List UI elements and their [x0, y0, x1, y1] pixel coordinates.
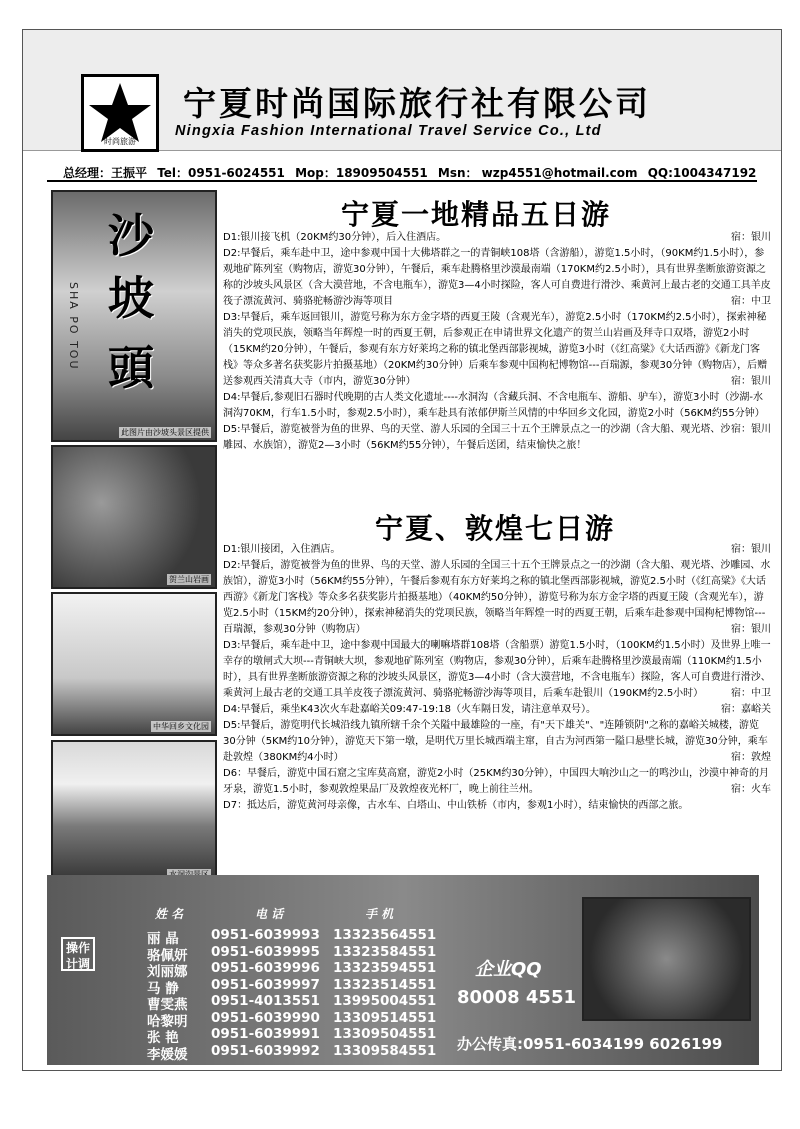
header-divider — [47, 180, 757, 182]
company-logo — [81, 74, 159, 152]
staff-mobile: 13995004551 — [333, 993, 437, 1009]
day-text: D2:早餐后，乘车赴中卫，途中参观中国十大佛塔群之一的青铜峡108塔（含游船），游览1.5小时，（90KM约1.5小时），参观地矿陈列室（购物店，游览30分钟），午餐后，乘车赴腾格里沙漠最南端（170KM约2.5小时），具有世界垄断旅游资源之称的沙坡头风景区（含大漠营地，不含电瓶车），游览3—4小时探险，客人可自费进行滑沙、乘黄河上最古老的交通工具羊皮筏子漂流黄河、骑骆驼畅游沙海等项目 — [223, 248, 771, 307]
staff-mobile: 13323514551 — [333, 976, 437, 993]
company-name-en: Ningxia Fashion International Travel Service Co., Ltd — [175, 123, 602, 139]
staff-tel: 0951-6039992 — [211, 1042, 320, 1059]
staff-tel: 0951-4013551 — [211, 993, 320, 1009]
operation-label: 操作计调 — [61, 937, 95, 971]
day-text: D7：抵达后，游览黄河母亲像，古水车、白塔山、中山铁桥（市内，参观1小时），结束愉快的西部之旅。 — [223, 800, 689, 811]
day-text: D3:早餐后，乘车返回银川，游览号称为东方金字塔的西夏王陵（含观光车），游览2.5小时（170KM约2.5小时），探索神秘消失的党项民族，领略当年辉煌一时的西夏王朝，后参观正在申请世界文化遗产的贺兰山岩画及拜寺口双塔，游览2小时（15KM约20分钟），午餐后，参观有东方好莱坞之称的镇北堡西部影视城，游览3小时（《红高粱》《大话西游》《新龙门客栈》等众多著名获奖影片拍摄基地）（20KM约30分钟）后乘车参观中国枸杞博物馆---百瑞源，参观30分钟（购物店），后赠送参观西关清真大寺（市内，游览30分钟） — [223, 312, 768, 387]
tour2-day — [223, 798, 771, 814]
day-text: D6：早餐后，游览中国石窟之宝库莫高窟，游览2小时（25KM约30分钟），中国四大响沙山之一的鸣沙山，沙漠中神奇的月牙泉，游览1.5小时，参观敦煌果品厂及敦煌夜光杯厂，晚上前往兰州。 — [223, 768, 770, 795]
header-tel: 电 话 — [255, 907, 284, 921]
day-text: D4:早餐后,参观旧石器时代晚期的古人类文化遗址----水洞沟（含藏兵洞、不含电瓶车、游船、驴车），游览3小时（沙湖-水洞沟70KM，行车1.5小时，参观2.5小时），乘车赴具有浓郁伊斯兰风情的中华回乡文化园，游览2小时（56KM约55分钟） — [223, 392, 765, 419]
tour2-day — [223, 718, 771, 766]
day-stay: 宿：银川 — [731, 624, 771, 635]
staff-mobile: 13309514551 — [333, 1009, 437, 1026]
photo-caption: 此图片由沙坡头景区提供 — [121, 428, 209, 437]
staff-mobile: 13323584551 — [333, 943, 437, 960]
company-name-cn: 宁夏时尚国际旅行社有限公司 — [183, 84, 651, 123]
tel: Tel：0951-6024551 — [157, 166, 285, 180]
tour1-day — [223, 422, 771, 454]
shuidonggou-photo — [51, 740, 217, 884]
day-stay: 宿：银川 — [731, 424, 771, 435]
shapotou-photo — [51, 190, 217, 442]
staff-mobile: 13323594551 — [333, 960, 437, 976]
day-text: D3:早餐后，乘车赴中卫，途中参观中国最大的喇嘛塔群108塔（含船票）游览1.5小时，（100KM约1.5小时）及世界上唯一幸存的墩闸式大坝---青铜峡大坝，参观地矿陈列室（购物店，参观30分钟），后乘车赴腾格里沙漠最南端（110KM约1.5小时），具有世界垄断旅游资源之称的沙坡头风景区，游览3—4小时（含大漠营地，不含电瓶车）探险，客人可自费进行滑沙、乘黄河上最古老的交通工具羊皮筏子漂流黄河、骑骆驼畅游沙海等项目，后乘车赴银川（190KM约2.5小时） — [223, 640, 771, 699]
rock-art-photo — [582, 897, 751, 1021]
staff-name: 张 艳 — [147, 1030, 179, 1046]
day-stay: 宿：嘉峪关 — [721, 704, 771, 715]
msn: Msn： wzp4551@hotmail.com — [437, 166, 638, 180]
staff-row — [147, 943, 457, 964]
manager: 总经理：王振平 — [63, 166, 148, 180]
photo-caption: 中华回乡文化园 — [153, 722, 209, 731]
staff-name: 马 静 — [147, 980, 179, 997]
day-stay: 宿：银川 — [731, 544, 771, 555]
day-text: D4:早餐后，乘坐K43次火车赴嘉峪关09:47-19:18（火车隔日发，请注意单双号）。 — [223, 704, 596, 715]
tour1-day — [223, 310, 771, 390]
staff-mobile: 13323564551 — [333, 927, 437, 943]
day-text: D5:早餐后，游览被誉为鱼的世界、鸟的天堂、游人乐园的全国三十五个王牌景点之一的沙湖（含大船、观光塔、沙雕园、水族馆），游览2—3小时（56KM约55分钟），午餐后送团，结束愉快之旅！ — [223, 424, 731, 451]
day-stay: 宿：中卫 — [731, 688, 771, 699]
tour2-day — [223, 542, 771, 558]
staff-row — [147, 1042, 457, 1063]
day-stay: 宿：银川 — [731, 232, 771, 243]
day-stay: 宿：银川 — [731, 376, 771, 387]
staff-mobile: 13309584551 — [333, 1042, 437, 1059]
day-stay: 宿：中卫 — [731, 296, 771, 307]
shapotou-pinyin: SHA PO TOU — [67, 282, 80, 371]
shapotou-char-2: 坡 — [108, 271, 154, 325]
day-text: D2:早餐后，游览被誉为鱼的世界、鸟的天堂、游人乐园的全国三十五个王牌景点之一的沙湖（含大船、观光塔、沙雕园、水族馆），游览3小时（56KM约55分钟），午餐后参观有东方好莱坞之称的镇北堡西部影视城，游览2.5小时（《红高粱》《大话西游》《新龙门客栈》等众多名获奖影片拍摄基地）（40KM约50分钟），游览号称为东方金字塔的西夏王陵（含观光车），游览2.5小时（15KM约20分钟），探索神秘消失的党项民族，领略当年辉煌一时的西夏王朝，后乘车赴参观中国枸杞博物馆---百瑞源，参观30分钟（购物店） — [223, 560, 771, 635]
staff-tel: 0951-6039996 — [211, 960, 320, 976]
tour2-title: 宁夏、敦煌七日游 — [375, 512, 616, 545]
tour2-day — [223, 702, 771, 718]
helanshan-photo — [51, 445, 217, 589]
staff-name: 丽 晶 — [147, 931, 179, 947]
staff-tel: 0951-6039991 — [211, 1026, 320, 1042]
tour1-day — [223, 390, 771, 435]
day-text: D1:银川接团，入住酒店。 — [223, 544, 341, 555]
hui-culture-park-photo — [51, 592, 217, 736]
staff-row — [147, 960, 457, 980]
office-fax: 办公传真:0951-6034199 6026199 — [457, 1035, 723, 1053]
staff-row — [147, 976, 457, 997]
qq: QQ:1004347192 — [647, 166, 757, 180]
tour2-day — [223, 766, 771, 798]
tour1-day — [223, 246, 771, 310]
day-text: D1:银川接飞机（20KM约30分钟），后入住酒店。 — [223, 232, 447, 243]
staff-mobile: 13309504551 — [333, 1026, 437, 1042]
staff-tel: 0951-6039995 — [211, 943, 320, 960]
tour2-itinerary — [223, 542, 771, 814]
staff-row — [147, 1026, 457, 1046]
staff-row — [147, 927, 457, 947]
photo-caption: 贺兰山岩画 — [169, 575, 209, 584]
staff-row — [147, 1009, 457, 1030]
header-name: 姓 名 — [155, 907, 184, 921]
day-stay: 宿：敦煌 — [731, 752, 771, 763]
day-stay: 宿：火车 — [731, 784, 771, 795]
staff-name: 哈黎明 — [147, 1013, 188, 1030]
enterprise-qq-number: 80008 4551 — [457, 987, 576, 1008]
shapotou-char-3: 頭 — [108, 341, 154, 395]
staff-name: 李媛媛 — [147, 1046, 188, 1063]
flyer-page — [22, 29, 782, 1071]
staff-tel: 0951-6039993 — [211, 927, 320, 943]
header-mobile: 手 机 — [365, 907, 394, 921]
staff-name: 骆佩妍 — [147, 947, 188, 964]
shapotou-char-1: 沙 — [108, 209, 154, 263]
contact-line — [63, 164, 763, 181]
day-text: D5:早餐后，游览明代长城沿线九镇所辖千余个关隘中最雄险的一座，有"天下雄关"、"连陲锁阴"之称的嘉峪关城楼，游览30分钟（5KM约10分钟），游览天下第一墩，是明代万里长城西端主窜，自古为河西第一隘口悬壁长城，游览30分钟，乘车赴敦煌（380KM约4小时） — [223, 720, 768, 763]
staff-name: 刘丽娜 — [147, 964, 188, 980]
tour2-day — [223, 638, 771, 702]
staff-tel: 0951-6039990 — [211, 1009, 320, 1026]
staff-list — [147, 927, 457, 1063]
staff-contact-panel — [47, 875, 759, 1065]
tour1-title: 宁夏一地精品五日游 — [341, 198, 612, 231]
enterprise-qq-label: 企业QQ — [475, 959, 542, 980]
mop: Mop：18909504551 — [295, 166, 428, 180]
tour1-itinerary — [223, 230, 771, 454]
header — [23, 30, 781, 151]
staff-name: 曹雯燕 — [147, 997, 188, 1013]
tour2-day — [223, 558, 771, 638]
staff-tel: 0951-6039997 — [211, 976, 320, 993]
staff-row — [147, 993, 457, 1013]
tour1-day — [223, 230, 771, 246]
logo-text: 时尚旅游 — [104, 137, 136, 146]
